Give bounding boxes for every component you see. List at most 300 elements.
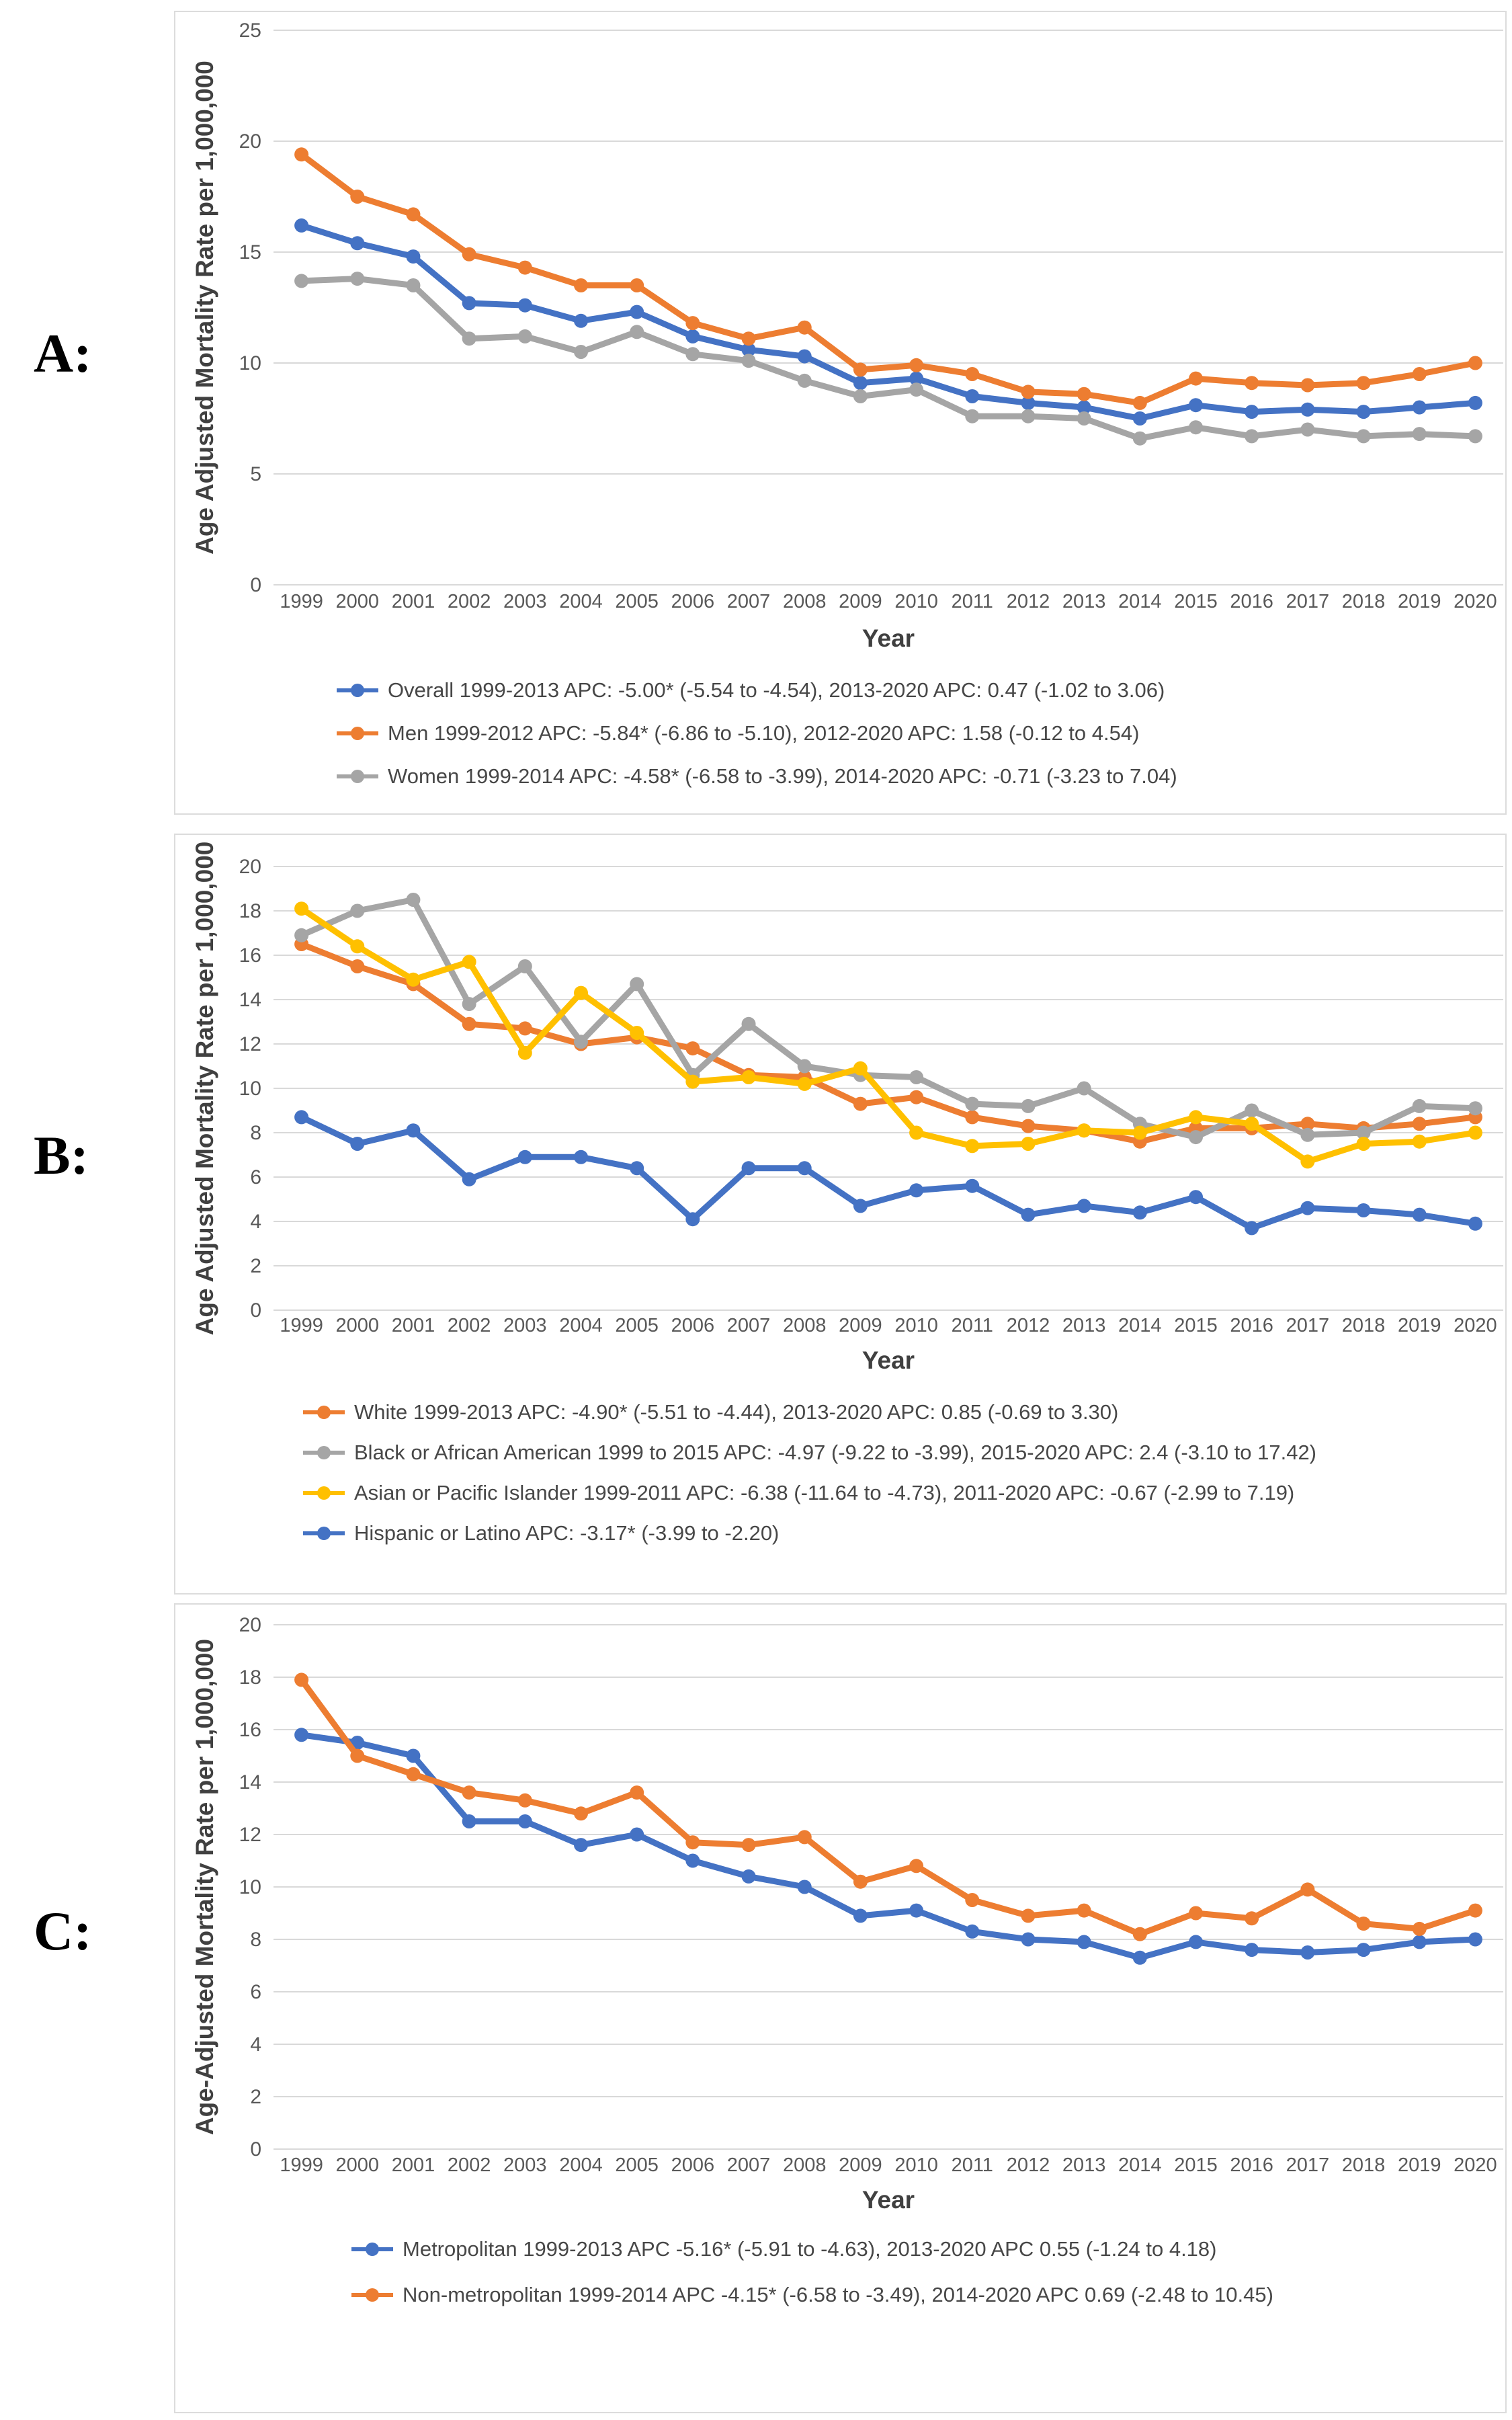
data-point [1413,1135,1427,1149]
data-point [462,997,476,1011]
legend-dot-icon [317,1446,331,1459]
x-tick-label: 2013 [1062,591,1106,612]
data-point [909,358,923,372]
x-tick-label: 2007 [726,591,771,612]
x-tick-label: 2016 [1230,2154,1273,2176]
y-tick-label: 6 [250,1981,261,2003]
x-tick-label: 2006 [671,2154,715,2176]
data-point [1133,396,1147,410]
x-tick-label: 2007 [726,2154,771,2176]
x-tick-label: 2003 [503,591,547,612]
data-point [798,374,812,388]
data-point [1300,423,1314,437]
data-point [742,331,756,346]
data-point [1357,376,1371,390]
data-point [965,367,979,381]
data-point [1413,427,1427,441]
x-tick-label: 2020 [1454,1315,1497,1336]
series-line-metropolitan [302,1735,1476,1958]
data-point [853,376,868,390]
data-point [685,1212,700,1226]
data-point [742,1838,756,1852]
data-point [965,389,979,403]
data-point [1300,1201,1314,1215]
legend-item-black-or-african-american [303,1441,1316,1464]
data-point [406,893,420,907]
x-tick-label: 2001 [391,591,435,612]
data-point [1077,1199,1091,1213]
data-point [1245,405,1259,419]
data-point [1133,432,1147,446]
series-line-men [302,155,1476,403]
data-point [630,278,644,292]
data-point [518,1793,532,1808]
data-point [1021,1933,1035,1947]
x-axis-title: Year [862,2186,915,2214]
data-point [853,362,868,376]
x-tick-label: 2002 [447,591,491,612]
data-point [909,1126,923,1140]
data-point [1300,1128,1314,1142]
legend-label: Men 1999-2012 APC: -5.84* (-6.86 to -5.10), 2012-2020 APC: 1.58 (-0.12 to 4.54) [388,721,1140,745]
line-chart-overall-men-women [175,12,1505,657]
data-point [1357,1943,1371,1957]
data-point [350,190,364,204]
data-point [1021,1119,1035,1133]
legend-label: Asian or Pacific Islander 1999-2011 APC: -6.38 (-11.64 to -4.73), 2011-2020 APC: -0.67 (-2.99 to 7.19) [354,1481,1295,1504]
y-tick-label: 14 [239,989,261,1011]
data-point [1468,1126,1482,1140]
data-point [685,347,700,361]
data-point [1357,1917,1371,1931]
data-point [574,278,588,292]
data-point [853,1061,868,1076]
legend-dot-icon [317,1527,331,1540]
x-tick-label: 2014 [1118,2154,1162,2176]
data-point [1077,1123,1091,1137]
legend-line-marker-icon [337,769,378,784]
data-point [406,249,420,264]
data-point [909,1070,923,1084]
data-point [1413,401,1427,415]
x-tick-label: 2007 [726,1315,771,1336]
data-point [1077,387,1091,401]
data-point [406,1767,420,1781]
y-tick-label: 0 [250,574,261,596]
data-point [1468,356,1482,370]
data-point [1245,1221,1259,1235]
x-tick-label: 2015 [1174,2154,1218,2176]
data-point [798,1059,812,1074]
data-point [462,1172,476,1186]
panel-label-b: B: [34,1125,89,1186]
x-tick-label: 2017 [1286,2154,1330,2176]
data-point [1413,1208,1427,1222]
line-chart-race-ethnicity [175,835,1505,1373]
data-point [1133,1951,1147,1965]
y-tick-label: 20 [239,130,261,153]
legend-line-marker-icon [303,1526,345,1541]
data-point [909,1904,923,1918]
data-point [1189,1190,1203,1204]
data-point [1245,1911,1259,1925]
data-point [1077,1082,1091,1096]
x-tick-label: 2005 [615,2154,659,2176]
data-point [294,928,308,942]
data-point [294,218,308,233]
data-point [1468,1101,1482,1115]
x-tick-label: 2009 [839,591,882,612]
x-tick-label: 2020 [1454,591,1497,612]
data-point [853,389,868,403]
x-tick-label: 2010 [894,2154,938,2176]
data-point [1357,1203,1371,1217]
x-tick-label: 2008 [782,1315,827,1336]
data-point [798,1161,812,1175]
data-point [574,345,588,359]
legend-line-marker-icon [351,2288,393,2302]
y-tick-label: 16 [239,1719,261,1741]
data-point [1245,429,1259,443]
data-point [574,1035,588,1049]
data-point [965,1179,979,1193]
data-point [1077,1904,1091,1918]
panel-chart-overall-sex [174,11,1507,815]
panel-chart-race-ethnicity [174,834,1507,1595]
data-point [462,247,476,261]
data-point [462,331,476,346]
data-point [630,1785,644,1800]
x-tick-label: 2005 [615,591,659,612]
legend-label: Non-metropolitan 1999-2014 APC -4.15* (-6.58 to -3.49), 2014-2020 APC 0.69 (-2.48 to 10.45) [403,2283,1273,2306]
x-tick-label: 2004 [559,591,603,612]
x-tick-label: 2013 [1062,1315,1106,1336]
data-point [518,1021,532,1035]
y-tick-label: 10 [239,1876,261,1898]
legend-dot-icon [366,2288,379,2302]
data-point [1357,429,1371,443]
data-point [350,236,364,250]
legend-item-white [303,1401,1316,1424]
data-point [1189,1906,1203,1921]
legend-item-hispanic-or-latino [303,1522,1316,1545]
data-point [1021,1208,1035,1222]
x-axis-title: Year [862,1346,915,1373]
data-point [1133,411,1147,426]
data-point [350,1137,364,1151]
data-point [1189,398,1203,412]
data-point [462,296,476,310]
data-point [518,1814,532,1828]
x-axis-title: Year [862,624,915,652]
y-tick-label: 10 [239,352,261,374]
x-tick-label: 2015 [1174,1315,1218,1336]
x-tick-label: 2006 [671,591,715,612]
data-point [350,904,364,918]
legend-dot-icon [317,1486,331,1500]
panel-chart-metro-status [174,1603,1507,2413]
data-point [965,1893,979,1907]
data-point [518,261,532,275]
x-tick-label: 2000 [335,2154,380,2176]
legend-line-marker-icon [337,683,378,698]
data-point [630,325,644,339]
legend-label: White 1999-2013 APC: -4.90* (-5.51 to -4.44), 2013-2020 APC: 0.85 (-0.69 to 3.30) [354,1400,1119,1424]
data-point [798,1077,812,1091]
x-tick-label: 2012 [1006,2154,1050,2176]
legend-label: Women 1999-2014 APC: -4.58* (-6.58 to -3.99), 2014-2020 APC: -0.71 (-3.23 to 7.04) [388,764,1177,788]
x-tick-label: 2004 [559,2154,603,2176]
data-point [1413,367,1427,381]
x-tick-label: 2004 [559,1315,603,1336]
data-point [630,305,644,319]
legend-line-marker-icon [351,2242,393,2257]
data-point [1077,411,1091,426]
x-tick-label: 2011 [951,2154,993,2176]
data-point [1189,1935,1203,1949]
data-point [1189,420,1203,434]
data-point [350,1749,364,1763]
data-point [574,1838,588,1852]
legend-label: Overall 1999-2013 APC: -5.00* (-5.54 to -4.54), 2013-2020 APC: 0.47 (-1.02 to 3.06) [388,678,1165,702]
x-tick-label: 2003 [503,2154,547,2176]
data-point [462,1814,476,1828]
data-point [350,272,364,286]
data-point [574,314,588,328]
data-point [406,1123,420,1137]
data-point [965,409,979,424]
data-point [350,939,364,953]
x-tick-label: 2002 [447,2154,491,2176]
data-point [518,959,532,973]
legend-label: Hispanic or Latino APC: -3.17* (-3.99 to -2.20) [354,1521,780,1545]
y-tick-label: 0 [250,1299,261,1322]
data-point [406,278,420,292]
data-point [685,329,700,344]
data-point [965,1110,979,1124]
legend-chart-c [351,2238,1273,2306]
y-tick-label: 15 [239,241,261,264]
series-line-non-metropolitan [302,1680,1476,1934]
legend-item-overall [337,679,1177,702]
data-point [574,1150,588,1164]
data-point [574,1806,588,1820]
data-point [630,977,644,991]
legend-label: Black or African American 1999 to 2015 APC: -4.97 (-9.22 to -3.99), 2015-2020 APC: 2.4 (-3.10 to 17.42) [354,1441,1317,1464]
data-point [462,1785,476,1800]
panel-label-a: A: [34,323,92,384]
y-tick-label: 12 [239,1033,261,1055]
y-tick-label: 2 [250,1255,261,1277]
legend-dot-icon [351,684,364,697]
data-point [1021,1137,1035,1151]
data-point [406,207,420,221]
x-tick-label: 2018 [1341,1315,1386,1336]
x-tick-label: 2015 [1174,591,1218,612]
x-tick-label: 2013 [1062,2154,1106,2176]
y-tick-label: 8 [250,1122,261,1144]
x-tick-label: 2011 [951,591,993,612]
panel-label-c: C: [34,1900,92,1962]
data-point [1300,403,1314,417]
legend-dot-icon [351,770,364,783]
data-point [1468,1933,1482,1947]
x-tick-label: 2019 [1397,591,1441,612]
legend-line-marker-icon [337,726,378,741]
x-tick-label: 2018 [1341,2154,1386,2176]
x-tick-label: 2019 [1397,1315,1441,1336]
legend-dot-icon [366,2243,379,2256]
x-tick-label: 2019 [1397,2154,1441,2176]
data-point [294,147,308,161]
y-tick-label: 14 [239,1771,261,1793]
y-tick-label: 4 [250,1211,261,1233]
x-tick-label: 2005 [615,1315,659,1336]
x-tick-label: 2017 [1286,591,1330,612]
x-tick-label: 2010 [894,1315,938,1336]
data-point [1077,1935,1091,1949]
data-point [742,1017,756,1031]
y-tick-label: 6 [250,1166,261,1188]
data-point [1021,1099,1035,1113]
data-point [853,1199,868,1213]
data-point [1189,1110,1203,1124]
data-point [965,1097,979,1111]
data-point [1133,1205,1147,1219]
data-point [909,1090,923,1104]
data-point [853,1875,868,1889]
x-tick-label: 2003 [503,1315,547,1336]
x-tick-label: 2017 [1286,1315,1330,1336]
legend-item-men [337,722,1177,745]
y-tick-label: 12 [239,1824,261,1846]
x-tick-label: 2006 [671,1315,715,1336]
legend-item-women [337,765,1177,788]
legend-line-marker-icon [303,1445,345,1460]
x-tick-label: 2012 [1006,591,1050,612]
data-point [1021,1908,1035,1923]
data-point [1468,396,1482,410]
legend-label: Metropolitan 1999-2013 APC -5.16* (-5.91 to -4.63), 2013-2020 APC 0.55 (-1.24 to 4.18) [403,2237,1217,2261]
data-point [294,1728,308,1742]
y-tick-label: 8 [250,1929,261,1951]
data-point [518,298,532,313]
x-tick-label: 1999 [280,591,323,612]
data-point [406,973,420,987]
data-point [1245,1117,1259,1131]
data-point [1300,1945,1314,1960]
data-point [462,1017,476,1031]
legend-dot-icon [351,727,364,740]
data-point [294,901,308,916]
data-point [798,1830,812,1844]
data-point [1133,1126,1147,1140]
y-tick-label: 18 [239,900,261,922]
x-tick-label: 2000 [335,591,380,612]
y-tick-label: 0 [250,2138,261,2161]
data-point [685,1835,700,1849]
data-point [909,382,923,397]
data-point [1413,1117,1427,1131]
x-tick-label: 2018 [1341,591,1386,612]
data-point [1413,1099,1427,1113]
data-point [462,955,476,969]
data-point [1413,1935,1427,1949]
data-point [853,1908,868,1923]
data-point [798,350,812,364]
data-point [294,274,308,288]
x-tick-label: 2009 [839,1315,882,1336]
y-tick-label: 20 [239,1614,261,1636]
data-point [685,1854,700,1868]
data-point [742,1070,756,1084]
data-point [685,1041,700,1055]
legend-line-marker-icon [303,1405,345,1420]
legend-item-non-metropolitan [351,2284,1273,2306]
data-point [1021,409,1035,424]
data-point [1245,1104,1259,1118]
x-tick-label: 2012 [1006,1315,1050,1336]
data-point [853,1097,868,1111]
data-point [909,1859,923,1873]
y-axis-title: Age-Adjusted Mortality Rate per 1,000,000 [191,1638,218,2136]
data-point [518,1150,532,1164]
data-point [1300,378,1314,393]
data-point [630,1161,644,1175]
data-point [518,1046,532,1060]
y-tick-label: 18 [239,1666,261,1689]
x-tick-label: 2009 [839,2154,882,2176]
data-point [294,1110,308,1124]
x-tick-label: 2014 [1118,1315,1162,1336]
data-point [1245,1943,1259,1957]
data-point [630,1828,644,1842]
data-point [1300,1154,1314,1168]
data-point [742,1869,756,1884]
data-point [1468,1904,1482,1918]
y-tick-label: 25 [239,19,261,42]
y-tick-label: 20 [239,856,261,878]
data-point [1357,1137,1371,1151]
line-chart-metro-nonmetro [175,1605,1505,2216]
y-tick-label: 5 [250,463,261,485]
data-point [1245,376,1259,390]
data-point [909,1183,923,1197]
data-point [1357,405,1371,419]
data-point [630,1026,644,1040]
data-point [1189,372,1203,386]
data-point [406,1749,420,1763]
data-point [518,329,532,344]
x-tick-label: 2011 [951,1315,993,1336]
data-point [1300,1882,1314,1896]
data-point [965,1139,979,1153]
data-point [742,1161,756,1175]
legend-chart-b [303,1401,1316,1545]
y-axis-title: Age Adjusted Mortality Rate per 1,000,000 [191,61,218,555]
y-tick-label: 2 [250,2086,261,2108]
data-point [1413,1922,1427,1936]
y-tick-label: 16 [239,944,261,967]
data-point [350,959,364,973]
x-tick-label: 2020 [1454,2154,1497,2176]
data-point [1133,1927,1147,1941]
legend-chart-a [337,679,1177,788]
data-point [1021,385,1035,399]
x-tick-label: 2016 [1230,1315,1273,1336]
data-point [1468,429,1482,443]
x-tick-label: 2014 [1118,591,1162,612]
